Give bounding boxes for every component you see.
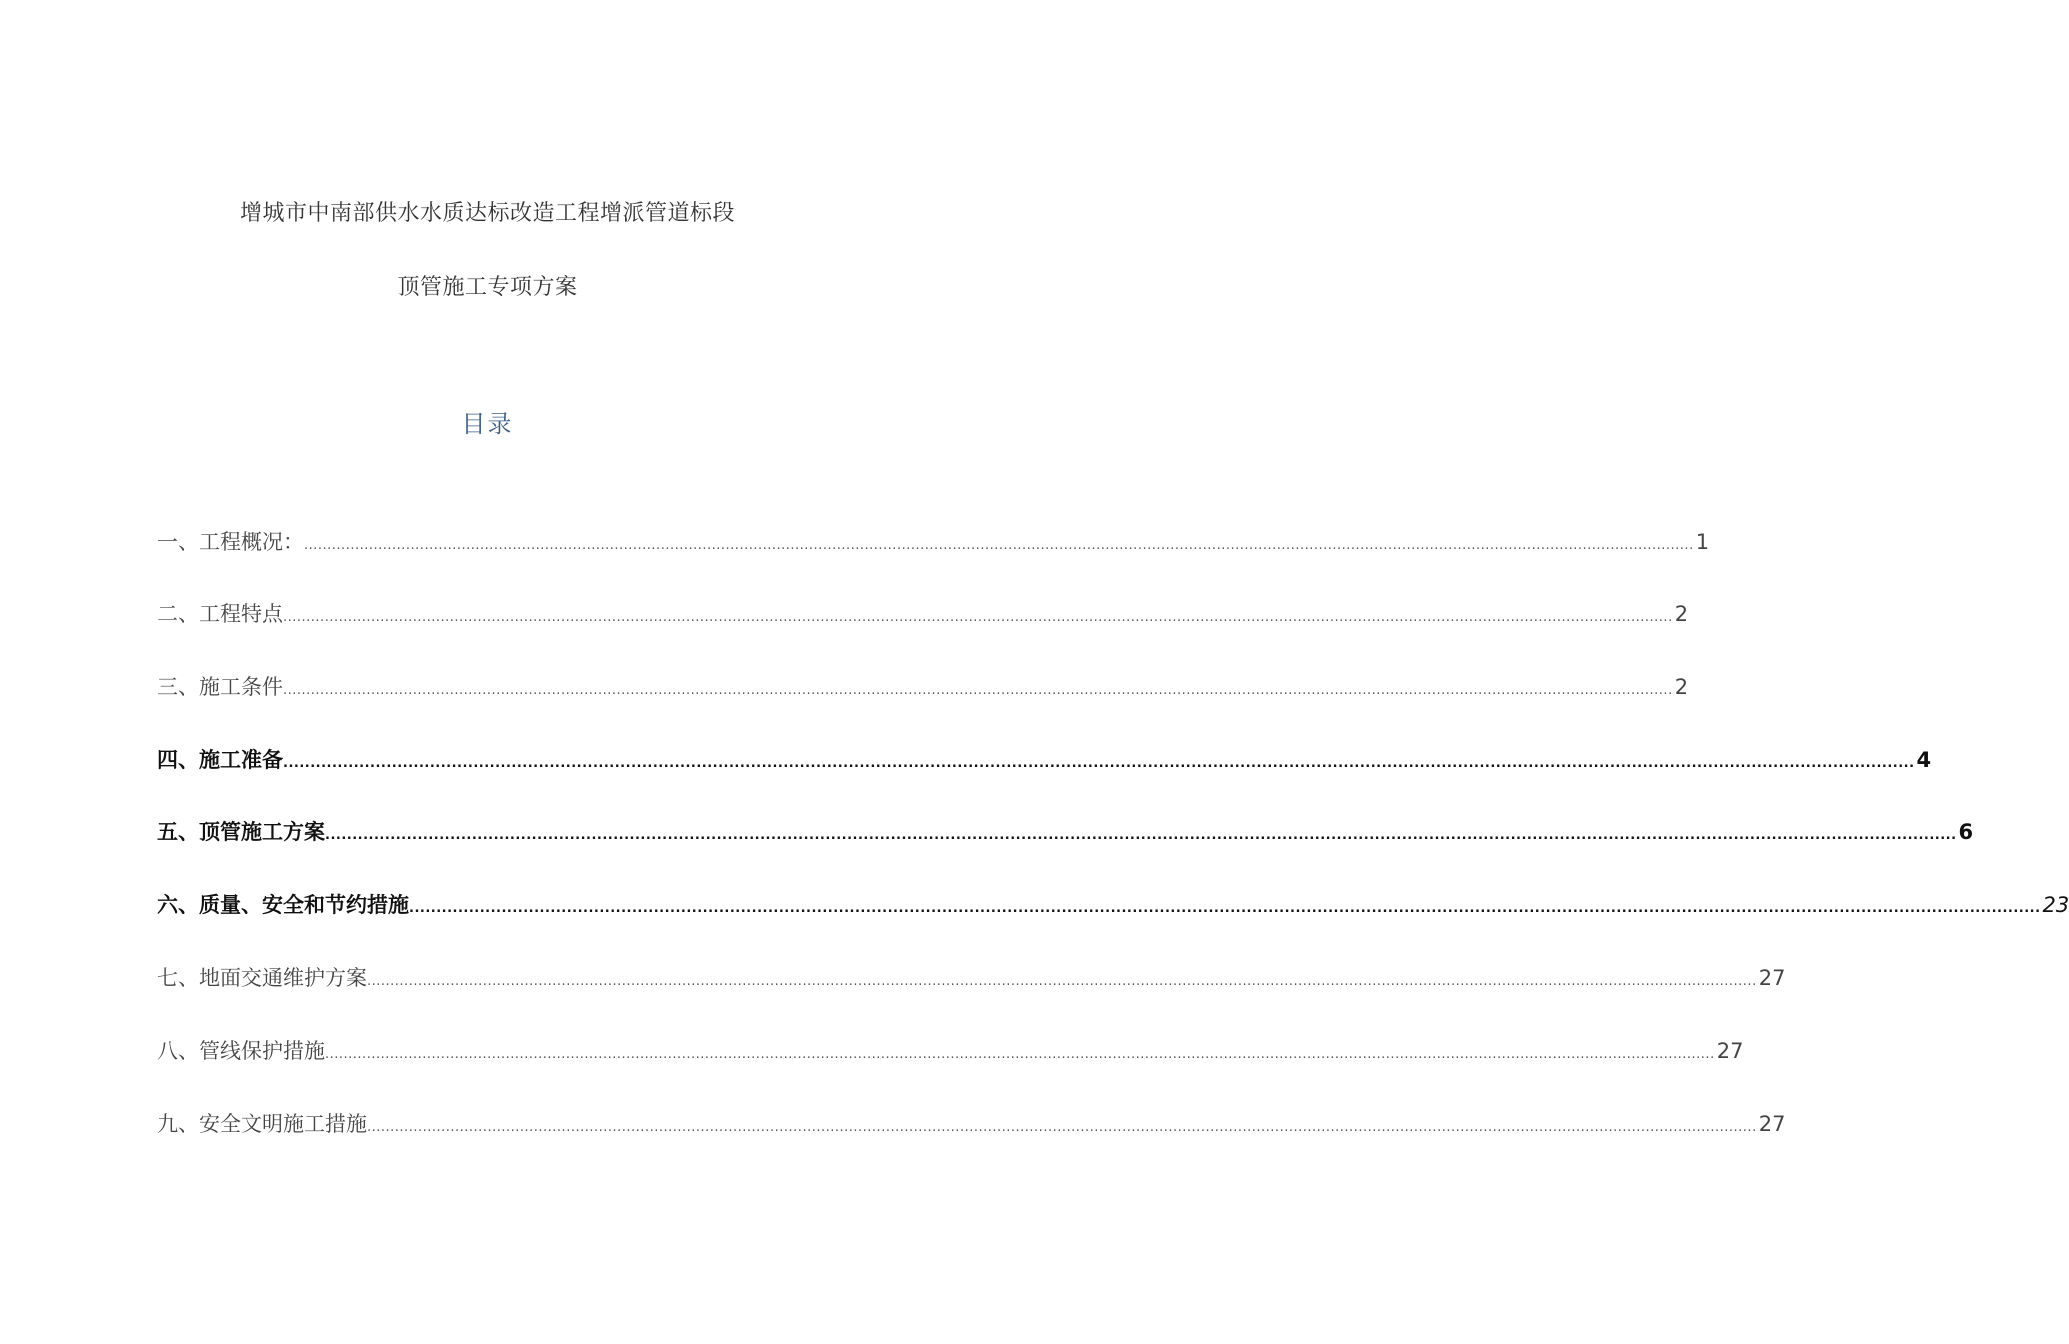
toc-leader: ............................................................................................................................................................................................................................................................................................................ <box>367 974 1757 989</box>
toc-entry-7[interactable] <box>157 962 1786 994</box>
toc-leader: ............................................................................................................................................................................................................................................................................................................ <box>325 1047 1715 1062</box>
toc-leader: ............................................................................................................................................................................................................................................................................................................ <box>283 610 1673 625</box>
toc-entry-label: 三、施工条件 <box>157 675 283 699</box>
toc-entry-3[interactable] <box>157 671 1689 703</box>
toc-entry-label: 四、施工准备 <box>157 748 283 772</box>
toc-entry-page: 27 <box>1716 1039 1744 1063</box>
toc-entry-2[interactable] <box>157 598 1689 630</box>
toc-entry-label: 八、管线保护措施 <box>157 1039 325 1063</box>
toc-entry-page: 2 <box>1674 602 1689 626</box>
toc-leader: ............................................................................................................................................................................................................................................................................................................ <box>367 1120 1757 1135</box>
toc-heading: 目录 <box>461 410 514 438</box>
toc-entry-page: 1 <box>1695 530 1710 554</box>
toc-entry-6[interactable] <box>157 889 2069 921</box>
toc-entry-5[interactable] <box>157 816 1974 848</box>
toc-entry-label: 二、工程特点 <box>157 602 283 626</box>
document-subtitle: 顶管施工专项方案 <box>397 275 578 300</box>
toc-entry-label: 七、地面交通维护方案 <box>157 966 367 990</box>
toc-leader: ............................................................................................................................................................................................................................................................................................................ <box>304 538 1694 553</box>
toc-entry-page: 27 <box>1758 966 1786 990</box>
toc-entry-page: 27 <box>1758 1112 1786 1136</box>
document-title: 增城市中南部供水水质达标改造工程增派管道标段 <box>239 201 735 226</box>
toc-entry-page: 23 <box>2042 893 2069 917</box>
toc-entry-page: 4 <box>1916 748 1932 772</box>
toc-entry-label: 一、工程概况： <box>157 530 304 554</box>
toc-leader: ............................................................................................................................................................................................................................................................................................................ <box>325 828 1957 843</box>
toc-leader: ............................................................................................................................................................................................................................................................................................................ <box>409 901 2041 916</box>
toc-entry-8[interactable] <box>157 1035 1744 1067</box>
toc-entry-4[interactable] <box>157 744 1932 776</box>
toc-entry-label: 六、质量、安全和节约措施 <box>157 893 409 917</box>
toc-entry-label: 九、安全文明施工措施 <box>157 1112 367 1136</box>
toc-entry-1[interactable] <box>157 526 1710 558</box>
toc-leader: ............................................................................................................................................................................................................................................................................................................ <box>283 756 1915 771</box>
toc-entry-label: 五、顶管施工方案 <box>157 820 325 844</box>
toc-leader: ............................................................................................................................................................................................................................................................................................................ <box>283 683 1673 698</box>
toc-entry-9[interactable] <box>157 1108 1786 1140</box>
toc-entry-page: 2 <box>1674 675 1689 699</box>
toc-entry-page: 6 <box>1958 820 1974 844</box>
